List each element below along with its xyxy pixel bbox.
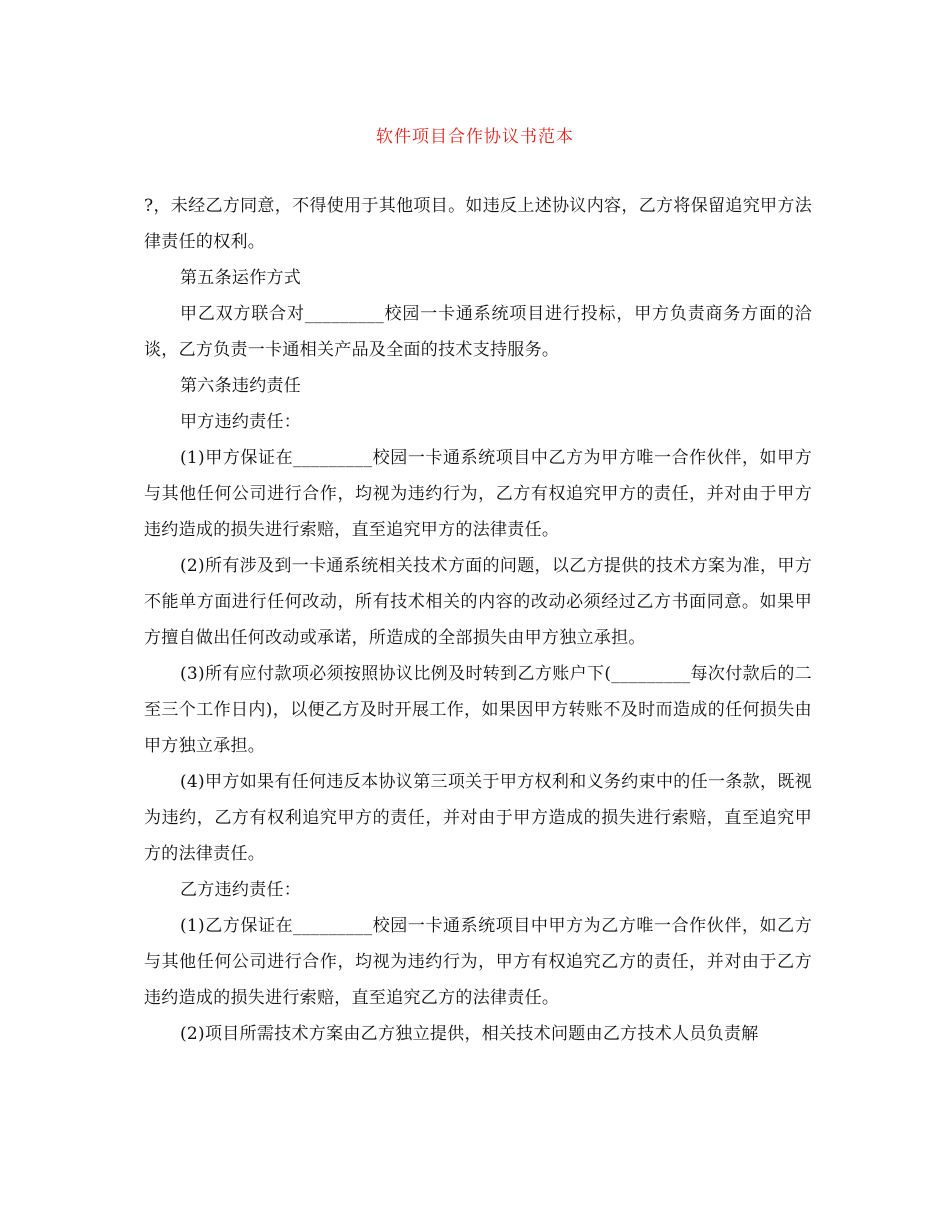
paragraph: (2)所有涉及到一卡通系统相关技术方面的问题，以乙方提供的技术方案为准，甲方不能单方面进行任何改动，所有技术相关的内容的改动必须经过乙方书面同意。如果甲方擅自做出任何改动或承诺，所造成的全部损失由甲方独立承担。 — [144, 556, 812, 648]
document-body — [144, 188, 812, 1052]
document-title: 软件项目合作协议书范本 — [376, 127, 574, 147]
paragraph: 乙方违约责任： — [180, 880, 302, 900]
paragraph: (3)所有应付款项必须按照协议比例及时转到乙方账户下(_________每次付款后的二至三个工作日内)，以便乙方及时开展工作，如果因甲方转账不及时而造成的任何损失由甲方独立承担。 — [144, 664, 812, 756]
paragraph: 甲方违约责任： — [180, 412, 302, 432]
paragraph: (4)甲方如果有任何违反本协议第三项关于甲方权利和义务约束中的任一条款，既视为违约，乙方有权利追究甲方的责任，并对由于甲方造成的损失进行索赔，直至追究甲方的法律责任。 — [144, 772, 812, 864]
paragraph: (2)项目所需技术方案由乙方独立提供，相关技术问题由乙方技术人员负责解 — [180, 1024, 759, 1044]
paragraph: ?，未经乙方同意，不得使用于其他项目。如违反上述协议内容，乙方将保留追究甲方法律责任的权利。 — [144, 196, 812, 252]
paragraph: 第六条违约责任 — [180, 376, 302, 396]
paragraph: (1)甲方保证在_________校园一卡通系统项目中乙方为甲方唯一合作伙伴，如甲方与其他任何公司进行合作，均视为违约行为，乙方有权追究甲方的责任，并对由于甲方违约造成的损失进行索赔，直至追究甲方的法律责任。 — [144, 448, 812, 540]
paragraph: 第五条运作方式 — [180, 268, 302, 288]
paragraph: (1)乙方保证在_________校园一卡通系统项目中甲方为乙方唯一合作伙伴，如乙方与其他任何公司进行合作，均视为违约行为，甲方有权追究乙方的责任，并对由于乙方违约造成的损失进行索赔，直至追究乙方的法律责任。 — [144, 916, 812, 1008]
paragraph: 甲乙双方联合对_________校园一卡通系统项目进行投标，甲方负责商务方面的洽谈，乙方负责一卡通相关产品及全面的技术支持服务。 — [144, 304, 812, 360]
